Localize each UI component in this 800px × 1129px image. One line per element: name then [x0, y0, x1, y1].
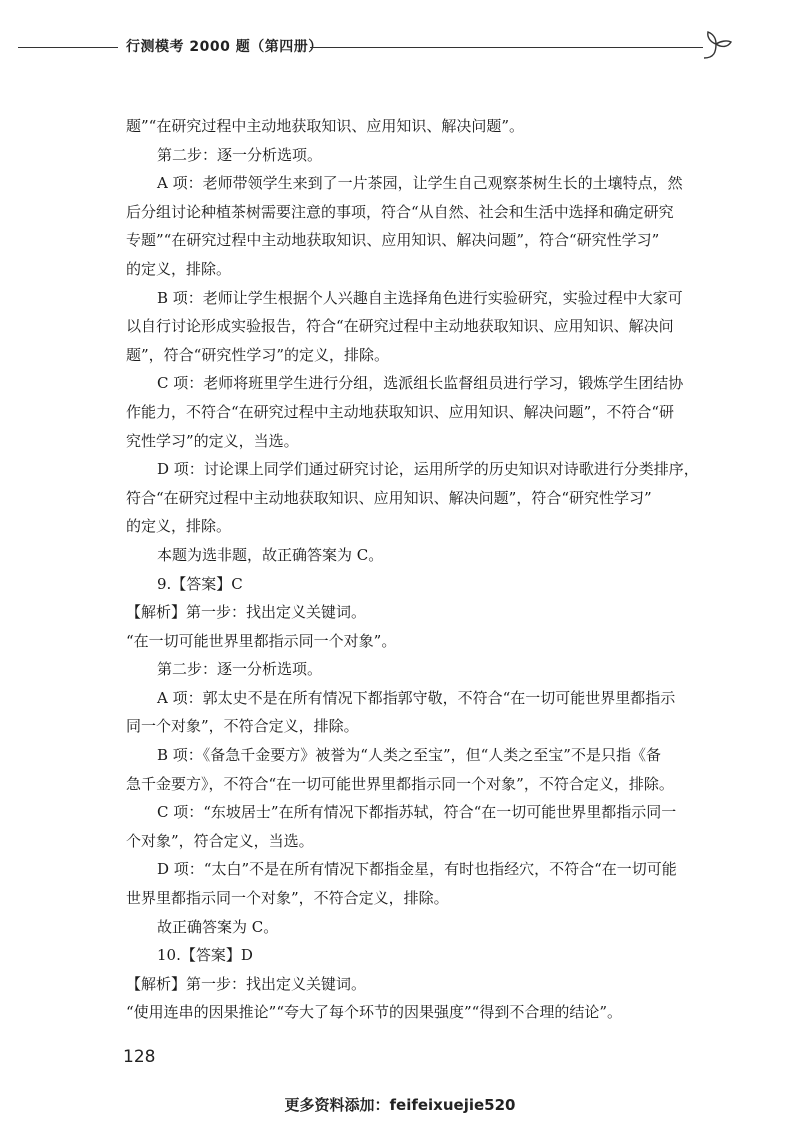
paragraph: [126, 541, 720, 570]
text-line: D 项：讨论课上同学们通过研究讨论，运用所学的历史知识对诗歌进行分类排序，: [157, 460, 699, 479]
text-line: 【解析】第一步：找出定义关键词。: [126, 603, 367, 622]
running-header: [18, 34, 726, 58]
text-line: B 项：《备急千金要方》被誉为“人类之至宝”，但“人类之至宝”不是只指《备: [157, 746, 661, 765]
text-line: 故正确答案为 C。: [157, 917, 279, 936]
text-line: 专题”“在研究过程中主动地获取知识、应用知识、解决问题”，符合“研究性学习”: [126, 231, 660, 250]
text-line: 本题为选非题，故正确答案为 C。: [157, 545, 384, 564]
paragraph: [126, 655, 720, 684]
text-line: 急千金要方》，不符合“在一切可能世界里都指示同一个对象”，不符合定义，排除。: [126, 774, 674, 793]
text-line: D 项：“太白”不是在所有情况下都指金星，有时也指经穴，不符合“在一切可能: [157, 860, 677, 879]
paragraph: [126, 169, 720, 283]
text-line: 符合“在研究过程中主动地获取知识、应用知识、解决问题”，符合“研究性学习”: [126, 488, 652, 507]
paragraph: [126, 684, 720, 741]
text-line: A 项：老师带领学生来到了一片茶园，让学生自己观察茶树生长的土壤特点，然: [157, 174, 683, 193]
text-line: 究性学习”的定义，当选。: [126, 431, 299, 450]
paragraph: [126, 455, 720, 541]
text-line: A 项：郭太史不是在所有情况下都指郭守敬，不符合“在一切可能世界里都指示: [157, 688, 676, 707]
paragraph: [126, 369, 720, 455]
text-line: 9.【答案】C: [157, 574, 243, 593]
text-line: 后分组讨论种植茶树需要注意的事项，符合“从自然、社会和生活中选择和确定研究: [126, 202, 674, 221]
text-line: 的定义，排除。: [126, 259, 232, 278]
paragraph: [126, 598, 720, 627]
paragraph: [126, 970, 720, 999]
paragraph: [126, 141, 720, 170]
header-rule-right: [310, 47, 703, 48]
footer-note: 更多资料添加：feifeixuejie520: [284, 1096, 516, 1114]
text-line: 题”，符合“研究性学习”的定义，排除。: [126, 345, 390, 364]
paragraph: [126, 941, 720, 970]
text-line: B 项：老师让学生根据个人兴趣自主选择角色进行实验研究，实验过程中大家可: [157, 288, 683, 307]
text-line: 作能力，不符合“在研究过程中主动地获取知识、应用知识、解决问题”，不符合“研: [126, 402, 675, 421]
text-line: C 项：“东坡居士”在所有情况下都指苏轼，符合“在一切可能世界里都指示同一: [157, 803, 677, 822]
text-line: 以自行讨论形成实验报告，符合“在研究过程中主动地获取知识、应用知识、解决问: [126, 317, 674, 336]
paragraph: [126, 570, 720, 599]
text-line: “在一切可能世界里都指示同一个对象”。: [126, 631, 397, 650]
paragraph: [126, 112, 720, 141]
paragraph: [126, 913, 720, 942]
paragraph: [126, 798, 720, 855]
text-line: 个对象”，符合定义，当选。: [126, 831, 314, 850]
text-line: 10.【答案】D: [157, 946, 253, 965]
sprout-icon: [700, 28, 734, 62]
text-line: 世界里都指示同一个对象”，不符合定义，排除。: [126, 889, 449, 908]
page-number: 128: [123, 1047, 156, 1067]
text-line: “使用连串的因果推论”“夸大了每个环节的因果强度”“得到不合理的结论”。: [126, 1003, 623, 1022]
text-line: 第二步：逐一分析选项。: [157, 145, 323, 164]
paragraph: [126, 998, 720, 1027]
paragraph: [126, 741, 720, 798]
text-line: 题”“在研究过程中主动地获取知识、应用知识、解决问题”。: [126, 117, 525, 135]
text-line: 的定义，排除。: [126, 517, 232, 536]
paragraph: [126, 627, 720, 656]
paragraph: [126, 855, 720, 912]
text-line: C 项：老师将班里学生进行分组，选派组长监督组员进行学习，锻炼学生团结协: [157, 374, 684, 393]
text-line: 【解析】第一步：找出定义关键词。: [126, 974, 367, 993]
text-line: 同一个对象”，不符合定义，排除。: [126, 717, 359, 736]
paragraph: [126, 284, 720, 370]
text-line: 第二步：逐一分析选项。: [157, 660, 323, 679]
header-rule-left: [18, 47, 118, 48]
page-body: [126, 112, 720, 1027]
book-title: 行测模考 2000 题（第四册）: [126, 39, 323, 55]
